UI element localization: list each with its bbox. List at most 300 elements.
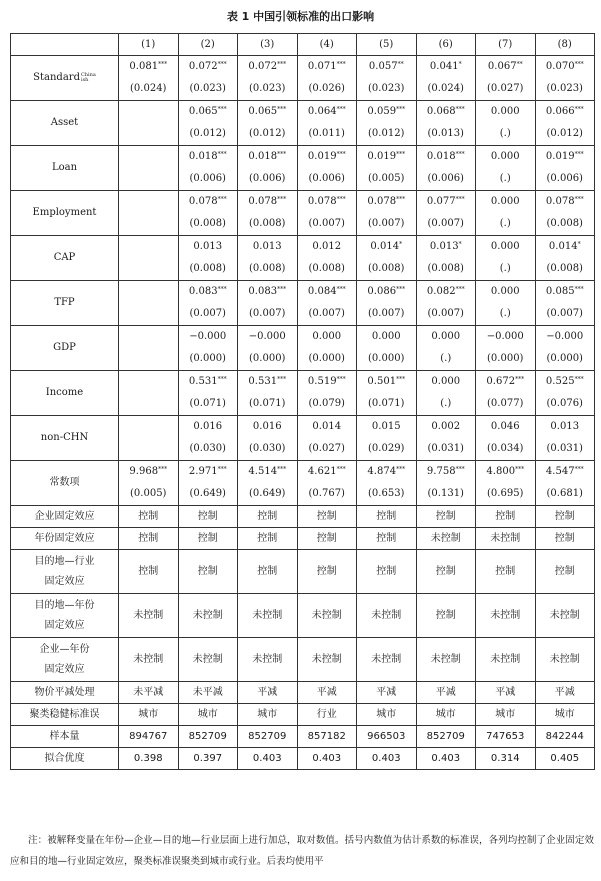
- standard-error: (0.079): [308, 398, 345, 409]
- variable-label: [11, 326, 119, 371]
- standard-error: [119, 438, 178, 460]
- standard-error: (0.071): [368, 398, 405, 409]
- control-row: [11, 704, 595, 726]
- coefficient: 0.000: [431, 331, 461, 342]
- control-value: 平减: [535, 682, 595, 704]
- control-value: 控制: [178, 550, 238, 594]
- control-value: 城市: [119, 704, 179, 726]
- standard-error: (0.030): [249, 443, 286, 454]
- control-value: 未控制: [476, 528, 536, 550]
- variable-row: [11, 416, 595, 461]
- standard-error: (0.023): [249, 83, 286, 94]
- variable-label: [11, 101, 119, 146]
- coefficient: 0.014: [548, 241, 578, 252]
- estimate-cell: [297, 146, 357, 191]
- standard-error: [119, 348, 178, 370]
- standard-error: (0.653): [368, 488, 405, 499]
- column-header: (7): [476, 34, 536, 56]
- significance-stars: ***: [336, 466, 346, 473]
- control-value: 852709: [416, 726, 476, 748]
- control-label: [11, 682, 119, 704]
- control-value: 行业: [297, 704, 357, 726]
- standard-error: [119, 123, 178, 145]
- estimate-cell: [535, 101, 595, 146]
- control-value: 0.403: [238, 748, 298, 770]
- control-label-line: 固定效应: [44, 575, 85, 587]
- estimate-cell: [416, 371, 476, 416]
- significance-stars: ***: [396, 376, 406, 383]
- coefficient: 4.547: [545, 466, 575, 477]
- significance-stars: ***: [277, 466, 287, 473]
- coefficient: 9.968: [129, 466, 159, 477]
- standard-error: (0.011): [308, 128, 345, 139]
- standard-error: (0.008): [427, 263, 464, 274]
- standard-error: (.): [499, 173, 511, 184]
- coefficient: 0.084: [307, 286, 337, 297]
- standard-error: (0.006): [189, 173, 226, 184]
- control-label: [11, 748, 119, 770]
- standard-error: (0.071): [189, 398, 226, 409]
- coefficient: 0.014: [370, 241, 400, 252]
- coefficient: 0.018: [248, 151, 278, 162]
- variable-row: [11, 461, 595, 506]
- estimate-cell: [178, 371, 238, 416]
- significance-stars: ***: [277, 106, 287, 113]
- estimate-cell: [416, 416, 476, 461]
- estimate-cell: [297, 326, 357, 371]
- estimate-cell: [178, 101, 238, 146]
- variable-superscript: China: [80, 71, 96, 78]
- control-row: [11, 682, 595, 704]
- standard-error: (0.007): [368, 218, 405, 229]
- variable-row: [11, 371, 595, 416]
- significance-stars: ***: [336, 376, 346, 383]
- standard-error: (0.031): [546, 443, 583, 454]
- coefficient: 0.018: [188, 151, 218, 162]
- standard-error: (0.008): [546, 263, 583, 274]
- coefficient: 0.078: [188, 196, 218, 207]
- estimate-cell: [238, 56, 298, 101]
- significance-stars: *: [577, 241, 581, 248]
- control-value: 控制: [416, 506, 476, 528]
- coefficient: 0.068: [426, 106, 456, 117]
- estimate-cell: [238, 416, 298, 461]
- header-row: [11, 34, 595, 56]
- significance-stars: ***: [455, 106, 465, 113]
- standard-error: (.): [440, 353, 452, 364]
- control-value: 未控制: [119, 594, 179, 638]
- standard-error: (0.649): [189, 488, 226, 499]
- coefficient: 0.672: [486, 376, 516, 387]
- estimate-cell: [119, 326, 179, 371]
- control-label-line: 企业固定效应: [34, 510, 95, 522]
- significance-stars: ***: [277, 61, 287, 68]
- control-value: 控制: [297, 550, 357, 594]
- estimate-cell: [119, 416, 179, 461]
- coefficient: 0.019: [367, 151, 397, 162]
- control-label-line: 年份固定效应: [34, 532, 95, 544]
- control-value: 城市: [238, 704, 298, 726]
- control-label: [11, 704, 119, 726]
- coefficient: 4.621: [307, 466, 337, 477]
- estimate-cell: [476, 191, 536, 236]
- control-value: 城市: [416, 704, 476, 726]
- standard-error: (0.681): [546, 488, 583, 499]
- estimate-cell: [297, 56, 357, 101]
- variable-name: TFP: [54, 297, 75, 309]
- estimate-cell: [357, 371, 417, 416]
- variable-label: [11, 371, 119, 416]
- variable-name: Standard: [33, 72, 80, 84]
- estimate-cell: [535, 416, 595, 461]
- variable-row: [11, 191, 595, 236]
- variable-row: [11, 56, 595, 101]
- control-label: [11, 550, 119, 594]
- control-value: 未控制: [297, 594, 357, 638]
- standard-error: (0.031): [427, 443, 464, 454]
- coefficient: 0.000: [490, 241, 520, 252]
- estimate-cell: [476, 56, 536, 101]
- standard-error: (0.007): [189, 308, 226, 319]
- control-label-line: 固定效应: [44, 619, 85, 631]
- control-value: 控制: [297, 506, 357, 528]
- significance-stars: ***: [574, 61, 584, 68]
- coefficient: 0.013: [429, 241, 459, 252]
- control-value: 控制: [357, 550, 417, 594]
- standard-error: [119, 168, 178, 190]
- coefficient: 0.078: [545, 196, 575, 207]
- standard-error: (.): [440, 398, 452, 409]
- variable-name: GDP: [53, 342, 76, 354]
- standard-error: (0.008): [189, 218, 226, 229]
- significance-stars: ***: [455, 196, 465, 203]
- control-label: [11, 528, 119, 550]
- standard-error: (0.023): [546, 83, 583, 94]
- coefficient: 9.758: [426, 466, 456, 477]
- estimate-cell: [238, 146, 298, 191]
- control-row: [11, 550, 595, 594]
- standard-error: (.): [499, 308, 511, 319]
- estimate-cell: [416, 101, 476, 146]
- coefficient: 0.000: [490, 196, 520, 207]
- control-value: 城市: [476, 704, 536, 726]
- control-label-line: 目的地—行业: [34, 555, 95, 567]
- control-row: [11, 748, 595, 770]
- control-value: 控制: [178, 506, 238, 528]
- coefficient: 0.015: [371, 421, 401, 432]
- standard-error: (0.012): [368, 128, 405, 139]
- control-value: 857182: [297, 726, 357, 748]
- standard-error: (0.027): [308, 443, 345, 454]
- coefficient: 0.014: [312, 421, 342, 432]
- estimate-cell: [476, 461, 536, 506]
- control-value: 控制: [535, 506, 595, 528]
- estimate-cell: [535, 461, 595, 506]
- control-value: 0.405: [535, 748, 595, 770]
- variable-label: [11, 236, 119, 281]
- control-value: 城市: [178, 704, 238, 726]
- control-value: 未控制: [476, 638, 536, 682]
- coefficient: 0.016: [193, 421, 223, 432]
- significance-stars: ***: [277, 286, 287, 293]
- control-value: 0.403: [297, 748, 357, 770]
- control-value: 未平减: [119, 682, 179, 704]
- variable-label: [11, 416, 119, 461]
- coefficient: 0.082: [426, 286, 456, 297]
- control-row: [11, 528, 595, 550]
- control-value: 控制: [238, 550, 298, 594]
- control-value: 未控制: [178, 594, 238, 638]
- standard-error: [119, 213, 178, 235]
- control-value: 852709: [178, 726, 238, 748]
- coefficient: 0.000: [312, 331, 342, 342]
- standard-error: (0.008): [189, 263, 226, 274]
- variable-label: [11, 281, 119, 326]
- standard-error: (0.006): [546, 173, 583, 184]
- estimate-cell: [357, 191, 417, 236]
- control-value: 852709: [238, 726, 298, 748]
- estimate-cell: [416, 191, 476, 236]
- significance-stars: ***: [455, 151, 465, 158]
- control-label-line: 目的地—年份: [34, 599, 95, 611]
- variable-row: [11, 326, 595, 371]
- coefficient: 0.086: [367, 286, 397, 297]
- estimate-cell: [178, 56, 238, 101]
- control-value: 控制: [357, 506, 417, 528]
- standard-error: (0.027): [487, 83, 524, 94]
- significance-stars: ***: [217, 286, 227, 293]
- control-value: 城市: [357, 704, 417, 726]
- standard-error: (0.026): [308, 83, 345, 94]
- coefficient: 0.072: [248, 61, 278, 72]
- control-value: 0.398: [119, 748, 179, 770]
- coefficient: 0.012: [312, 241, 342, 252]
- significance-stars: ***: [574, 151, 584, 158]
- standard-error: (0.007): [308, 218, 345, 229]
- coefficient: 0.065: [248, 106, 278, 117]
- significance-stars: ***: [574, 466, 584, 473]
- coefficient: 0.065: [188, 106, 218, 117]
- estimate-cell: [535, 191, 595, 236]
- control-value: 未控制: [238, 638, 298, 682]
- standard-error: (0.007): [427, 308, 464, 319]
- control-value: 0.403: [357, 748, 417, 770]
- coefficient: 0.067: [487, 61, 517, 72]
- standard-error: (0.077): [487, 398, 524, 409]
- control-value: 未控制: [357, 638, 417, 682]
- control-label-line: 拟合优度: [44, 752, 85, 764]
- coefficient: 0.071: [307, 61, 337, 72]
- control-value: 平减: [357, 682, 417, 704]
- estimate-cell: [297, 101, 357, 146]
- estimate-cell: [178, 191, 238, 236]
- estimate-cell: [357, 146, 417, 191]
- estimate-cell: [119, 191, 179, 236]
- significance-stars: ***: [158, 61, 168, 68]
- significance-stars: ***: [574, 106, 584, 113]
- significance-stars: ***: [396, 106, 406, 113]
- standard-error: (0.005): [130, 488, 167, 499]
- significance-stars: *: [399, 241, 403, 248]
- control-value: 未控制: [535, 638, 595, 682]
- column-header: (8): [535, 34, 595, 56]
- standard-error: (0.006): [249, 173, 286, 184]
- coefficient: 0.057: [368, 61, 398, 72]
- standard-error: (0.023): [368, 83, 405, 94]
- control-row: [11, 726, 595, 748]
- regression-table: [10, 33, 595, 770]
- control-value: 控制: [535, 550, 595, 594]
- coefficient: 0.013: [193, 241, 223, 252]
- control-label: [11, 726, 119, 748]
- coefficient: 0.072: [188, 61, 218, 72]
- coefficient: 0.019: [307, 151, 337, 162]
- control-value: 控制: [535, 528, 595, 550]
- estimate-cell: [119, 371, 179, 416]
- standard-error: (0.000): [308, 353, 345, 364]
- significance-stars: ***: [277, 376, 287, 383]
- coefficient: 0.016: [252, 421, 282, 432]
- control-value: 平减: [476, 682, 536, 704]
- standard-error: (0.007): [249, 308, 286, 319]
- control-value: 842244: [535, 726, 595, 748]
- significance-stars: ***: [158, 466, 168, 473]
- standard-error: (0.008): [368, 263, 405, 274]
- table-title: 表 1 中国引领标准的出口影响: [226, 10, 375, 23]
- coefficient: 0.019: [545, 151, 575, 162]
- standard-error: (.): [499, 263, 511, 274]
- estimate-cell: [238, 461, 298, 506]
- control-value: 0.403: [416, 748, 476, 770]
- control-label-line: 企业—年份: [39, 643, 90, 655]
- control-value: 平减: [297, 682, 357, 704]
- standard-error: (0.030): [189, 443, 226, 454]
- control-value: 控制: [416, 550, 476, 594]
- control-value: 控制: [238, 528, 298, 550]
- standard-error: (0.023): [189, 83, 226, 94]
- estimate-cell: [416, 236, 476, 281]
- coefficient: 0.531: [248, 376, 278, 387]
- standard-error: (0.007): [368, 308, 405, 319]
- significance-stars: ***: [217, 106, 227, 113]
- coefficient: 0.085: [545, 286, 575, 297]
- estimate-cell: [178, 146, 238, 191]
- standard-error: (0.008): [249, 218, 286, 229]
- estimate-cell: [238, 101, 298, 146]
- significance-stars: ***: [217, 196, 227, 203]
- coefficient: 4.874: [367, 466, 397, 477]
- coefficient: 0.077: [426, 196, 456, 207]
- control-value: 城市: [535, 704, 595, 726]
- coefficient: 0.013: [252, 241, 282, 252]
- significance-stars: **: [397, 61, 404, 68]
- standard-error: (0.007): [546, 308, 583, 319]
- significance-stars: ***: [336, 151, 346, 158]
- control-row: [11, 594, 595, 638]
- standard-error: (0.006): [308, 173, 345, 184]
- coefficient: 0.078: [367, 196, 397, 207]
- estimate-cell: [535, 56, 595, 101]
- column-header: (4): [297, 34, 357, 56]
- significance-stars: **: [516, 61, 523, 68]
- estimate-cell: [357, 461, 417, 506]
- estimate-cell: [238, 236, 298, 281]
- estimate-cell: [119, 56, 179, 101]
- standard-error: (.): [499, 128, 511, 139]
- standard-error: (0.131): [427, 488, 464, 499]
- control-value: 控制: [238, 506, 298, 528]
- standard-error: [119, 258, 178, 280]
- coefficient: 0.046: [490, 421, 520, 432]
- significance-stars: ***: [574, 196, 584, 203]
- estimate-cell: [476, 101, 536, 146]
- estimate-cell: [238, 326, 298, 371]
- coefficient: 0.041: [429, 61, 459, 72]
- standard-error: (0.013): [427, 128, 464, 139]
- coefficient: 0.000: [431, 376, 461, 387]
- significance-stars: *: [458, 241, 462, 248]
- control-value: 控制: [476, 550, 536, 594]
- significance-stars: ***: [277, 196, 287, 203]
- variable-name: Income: [45, 387, 84, 399]
- variable-row: [11, 101, 595, 146]
- significance-stars: ***: [336, 196, 346, 203]
- estimate-cell: [476, 146, 536, 191]
- standard-error: [119, 303, 178, 325]
- estimate-cell: [476, 371, 536, 416]
- standard-error: (0.008): [249, 263, 286, 274]
- significance-stars: ***: [217, 466, 227, 473]
- standard-error: (0.000): [546, 353, 583, 364]
- estimate-cell: [178, 281, 238, 326]
- standard-error: (0.695): [487, 488, 524, 499]
- control-value: 控制: [297, 528, 357, 550]
- estimate-cell: [119, 281, 179, 326]
- estimate-cell: [357, 281, 417, 326]
- significance-stars: ***: [217, 61, 227, 68]
- estimate-cell: [357, 56, 417, 101]
- variable-label: [11, 56, 119, 101]
- control-value: 747653: [476, 726, 536, 748]
- standard-error: (0.000): [487, 353, 524, 364]
- standard-error: (0.012): [546, 128, 583, 139]
- estimate-cell: [357, 101, 417, 146]
- control-value: 未平减: [178, 682, 238, 704]
- standard-error: (0.034): [487, 443, 524, 454]
- control-label: [11, 638, 119, 682]
- control-label-line: 聚类稳健标准误: [29, 708, 100, 720]
- coefficient: −0.000: [189, 331, 227, 342]
- significance-stars: *: [458, 61, 462, 68]
- standard-error: (0.000): [249, 353, 286, 364]
- estimate-cell: [297, 371, 357, 416]
- standard-error: (0.000): [189, 353, 226, 364]
- estimate-cell: [178, 461, 238, 506]
- coefficient: 0.070: [545, 61, 575, 72]
- coefficient: 0.531: [188, 376, 218, 387]
- standard-error: (0.649): [249, 488, 286, 499]
- estimate-cell: [119, 236, 179, 281]
- coefficient: 0.525: [545, 376, 575, 387]
- estimate-cell: [178, 326, 238, 371]
- standard-error: (0.000): [368, 353, 405, 364]
- control-value: 未控制: [357, 594, 417, 638]
- estimate-cell: [297, 461, 357, 506]
- coefficient: 0.059: [367, 106, 397, 117]
- estimate-cell: [119, 146, 179, 191]
- variable-name: Loan: [51, 162, 78, 174]
- significance-stars: ***: [336, 61, 346, 68]
